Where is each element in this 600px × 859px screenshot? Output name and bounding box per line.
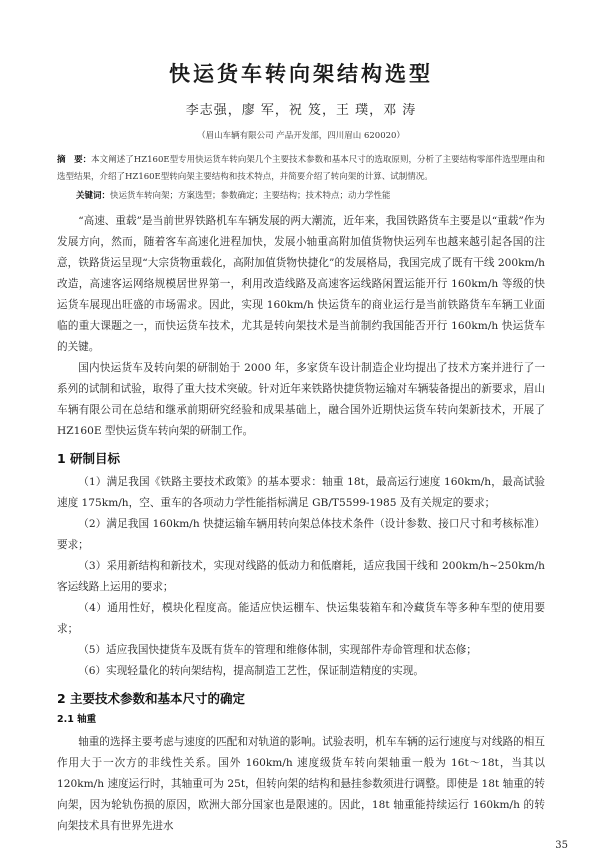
list-item: （4）通用性好，模块化程度高。能适应快运棚车、快运集装箱车和冷藏货车等多种车型的使用要求； <box>57 602 545 635</box>
keywords-label: 关键词： <box>76 191 111 201</box>
affiliation: （眉山车辆有限公司 产品开发部，四川眉山 620020） <box>197 131 405 141</box>
intro-paragraph-1: “高速、重载”是当前世界铁路机车车辆发展的两大潮流，近年来，我国铁路货车主要是以“重载”作为发展方向，然而，随着客车高速化进程加快，发展小轴重高附加值货物快运列车也越来越引起各国的注意，铁路货运呈现“大宗货物重载化，高附加值货物快捷化”的发展格局，我国完成了既有干线 200km/h 改造，高速客运网络规模居世界第一，利用改造线路及高速客运线路闲置运能开行 160km/h 等级的快运货车展现出旺盛的市场需求。因此，实现 160km/h 快运货车的商业运行是当前铁路货车车辆工业面临的重大课题之一，而快运货车技术，尤其是转向架技术是当前制约我国能否开行 160km/h 快运货车的关键。 <box>57 215 545 353</box>
section-2-heading: 2 主要技术参数和基本尺寸的确定 <box>57 691 246 706</box>
list-item: （6）实现轻量化的转向架结构，提高制造工艺性，保证制造精度的实现。 <box>78 665 424 677</box>
section-2-paragraph: 轴重的选择主要考虑与速度的匹配和对轨道的影响。试验表明，机车车辆的运行速度与对线路的相互作用大于一次方的非线性关系。国外 160km/h 速度级货车转向架轴重一般为 16t～18t，当其以 120km/h 速度运行时，其轴重可为 25t，但转向架的结构和悬挂参数须进行调整。即使是 18t 轴重的转向架，因为轮轨伤损的原因，欧洲大部分国家也是限速的。因此，18t 轴重能持续运行 160km/h 的转向架技术具有世界先进水 <box>57 736 545 832</box>
keywords-text: 快运货车转向架；方案选型；参数确定；主要结构；技术特点；动力学性能 <box>110 191 391 201</box>
list-item: （2）满足我国 160km/h 快捷运输车辆用转向架总体技术条件（设计参数、接口尺寸和考核标准）要求； <box>57 518 545 551</box>
authors: 李志强，廖 军，祝 笈，王 璞，邓 涛 <box>185 103 417 118</box>
abstract <box>57 152 545 186</box>
section-1-heading: 1 研制目标 <box>57 451 121 466</box>
subsection-2-1-heading: 2.1 轴重 <box>57 714 97 725</box>
list-item: （1）满足我国《铁路主要技术政策》的基本要求：轴重 18t，最高运行速度 160km/h，最高试验速度 175km/h，空、重车的各项动力学性能指标满足 GB/T5599-1985 及有关规定的要求； <box>57 476 545 509</box>
list-item: （3）采用新结构和新技术，实现对线路的低动力和低磨耗，适应我国干线和 200km/h~250km/h 客运线路上运用的要求； <box>57 560 545 593</box>
abstract-text: 本文阐述了HZ160E型专用快运货车转向架几个主要技术参数和基本尺寸的选取原则，分析了主要结构零部件选型理由和选型结果，介绍了HZ160E型转向架主要结构和技术特点，并简要介绍了转向架的计算、试制情况。 <box>57 155 545 182</box>
list-item: （5）适应我国快捷货车及既有货车的管理和维修体制，实现部件寿命管理和状态修； <box>78 644 477 656</box>
keywords <box>76 188 545 205</box>
objectives-list <box>57 472 545 682</box>
intro-paragraph-2: 国内快运货车及转向架的研制始于 2000 年，多家货车设计制造企业均提出了技术方案并进行了一系列的试制和试验，取得了重大技术突破。针对近年来铁路快捷货物运输对车辆装备提出的新要求，眉山车辆有限公司在总结和继承前期研究经验和成果基础上，融合国外近期快运货车转向架新技术，开展了 HZ160E 型快运货车转向架的研制工作。 <box>57 362 545 437</box>
paper-title: 快运货车转向架结构选型 <box>169 62 433 86</box>
abstract-label: 摘 要： <box>57 155 92 165</box>
page-number: 35 <box>555 840 568 851</box>
